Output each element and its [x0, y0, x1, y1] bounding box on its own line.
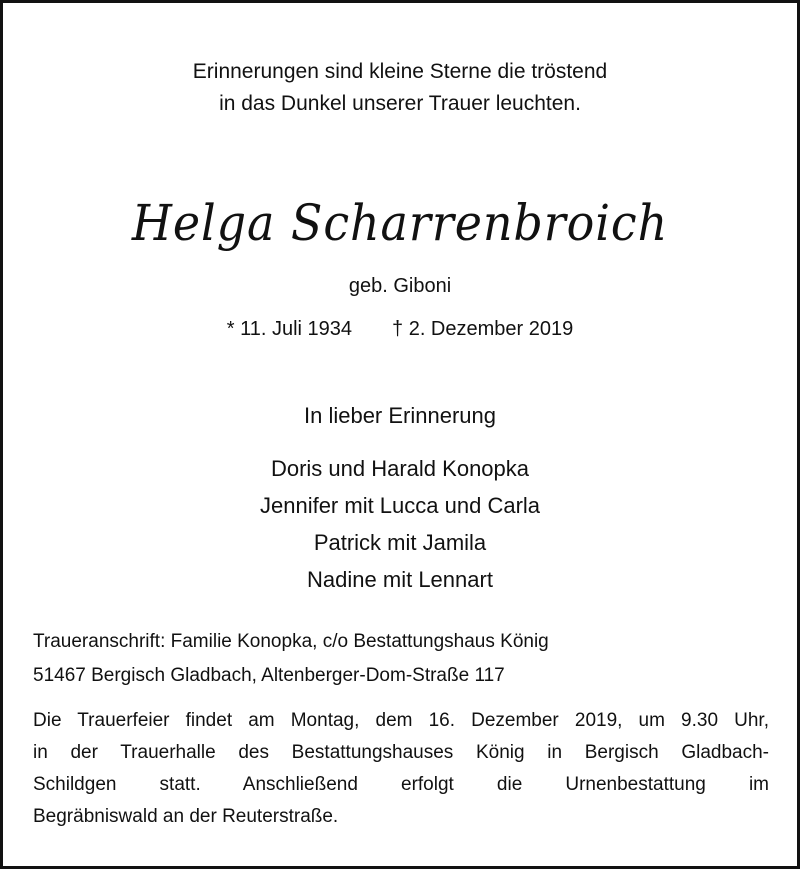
- mourner-item: Jennifer mit Lucca und Carla: [259, 493, 541, 518]
- mourners-list: [0, 450, 800, 598]
- mourner-item: Nadine mit Lennart: [307, 567, 493, 592]
- mourning-address: [33, 625, 549, 693]
- life-dates: [0, 315, 800, 343]
- address-line-1: Traueranschrift: Familie Konopka, c/o Bestattungshaus König: [33, 631, 549, 652]
- quote-line-2: in das Dunkel unserer Trauer leuchten.: [219, 92, 581, 115]
- mourner-item: Doris und Harald Konopka: [270, 456, 530, 481]
- notice-line-4: Begräbniswald an der Reuterstraße.: [33, 806, 339, 827]
- memorial-quote: [0, 56, 800, 120]
- deceased-name: Helga Scharrenbroich: [131, 194, 669, 252]
- notice-line-3: Schildgen statt. Anschließend erfolgt die Urnenbestattung im: [33, 774, 769, 795]
- birth-date: * 11. Juli 1934: [226, 318, 353, 340]
- birth-name: geb. Giboni: [348, 275, 452, 297]
- quote-line-1: Erinnerungen sind kleine Sterne die tröstend: [192, 60, 608, 83]
- address-line-2: 51467 Bergisch Gladbach, Altenberger-Dom-Straße 117: [33, 665, 505, 686]
- funeral-notice: [33, 705, 769, 833]
- notice-line-2: in der Trauerhalle des Bestattungshauses König in Bergisch Gladbach-: [33, 742, 769, 763]
- death-date: † 2. Dezember 2019: [392, 318, 574, 340]
- mourner-item: Patrick mit Jamila: [313, 530, 487, 555]
- memory-heading: In lieber Erinnerung: [303, 403, 496, 428]
- notice-line-1: Die Trauerfeier findet am Montag, dem 16. Dezember 2019, um 9.30 Uhr,: [33, 710, 769, 731]
